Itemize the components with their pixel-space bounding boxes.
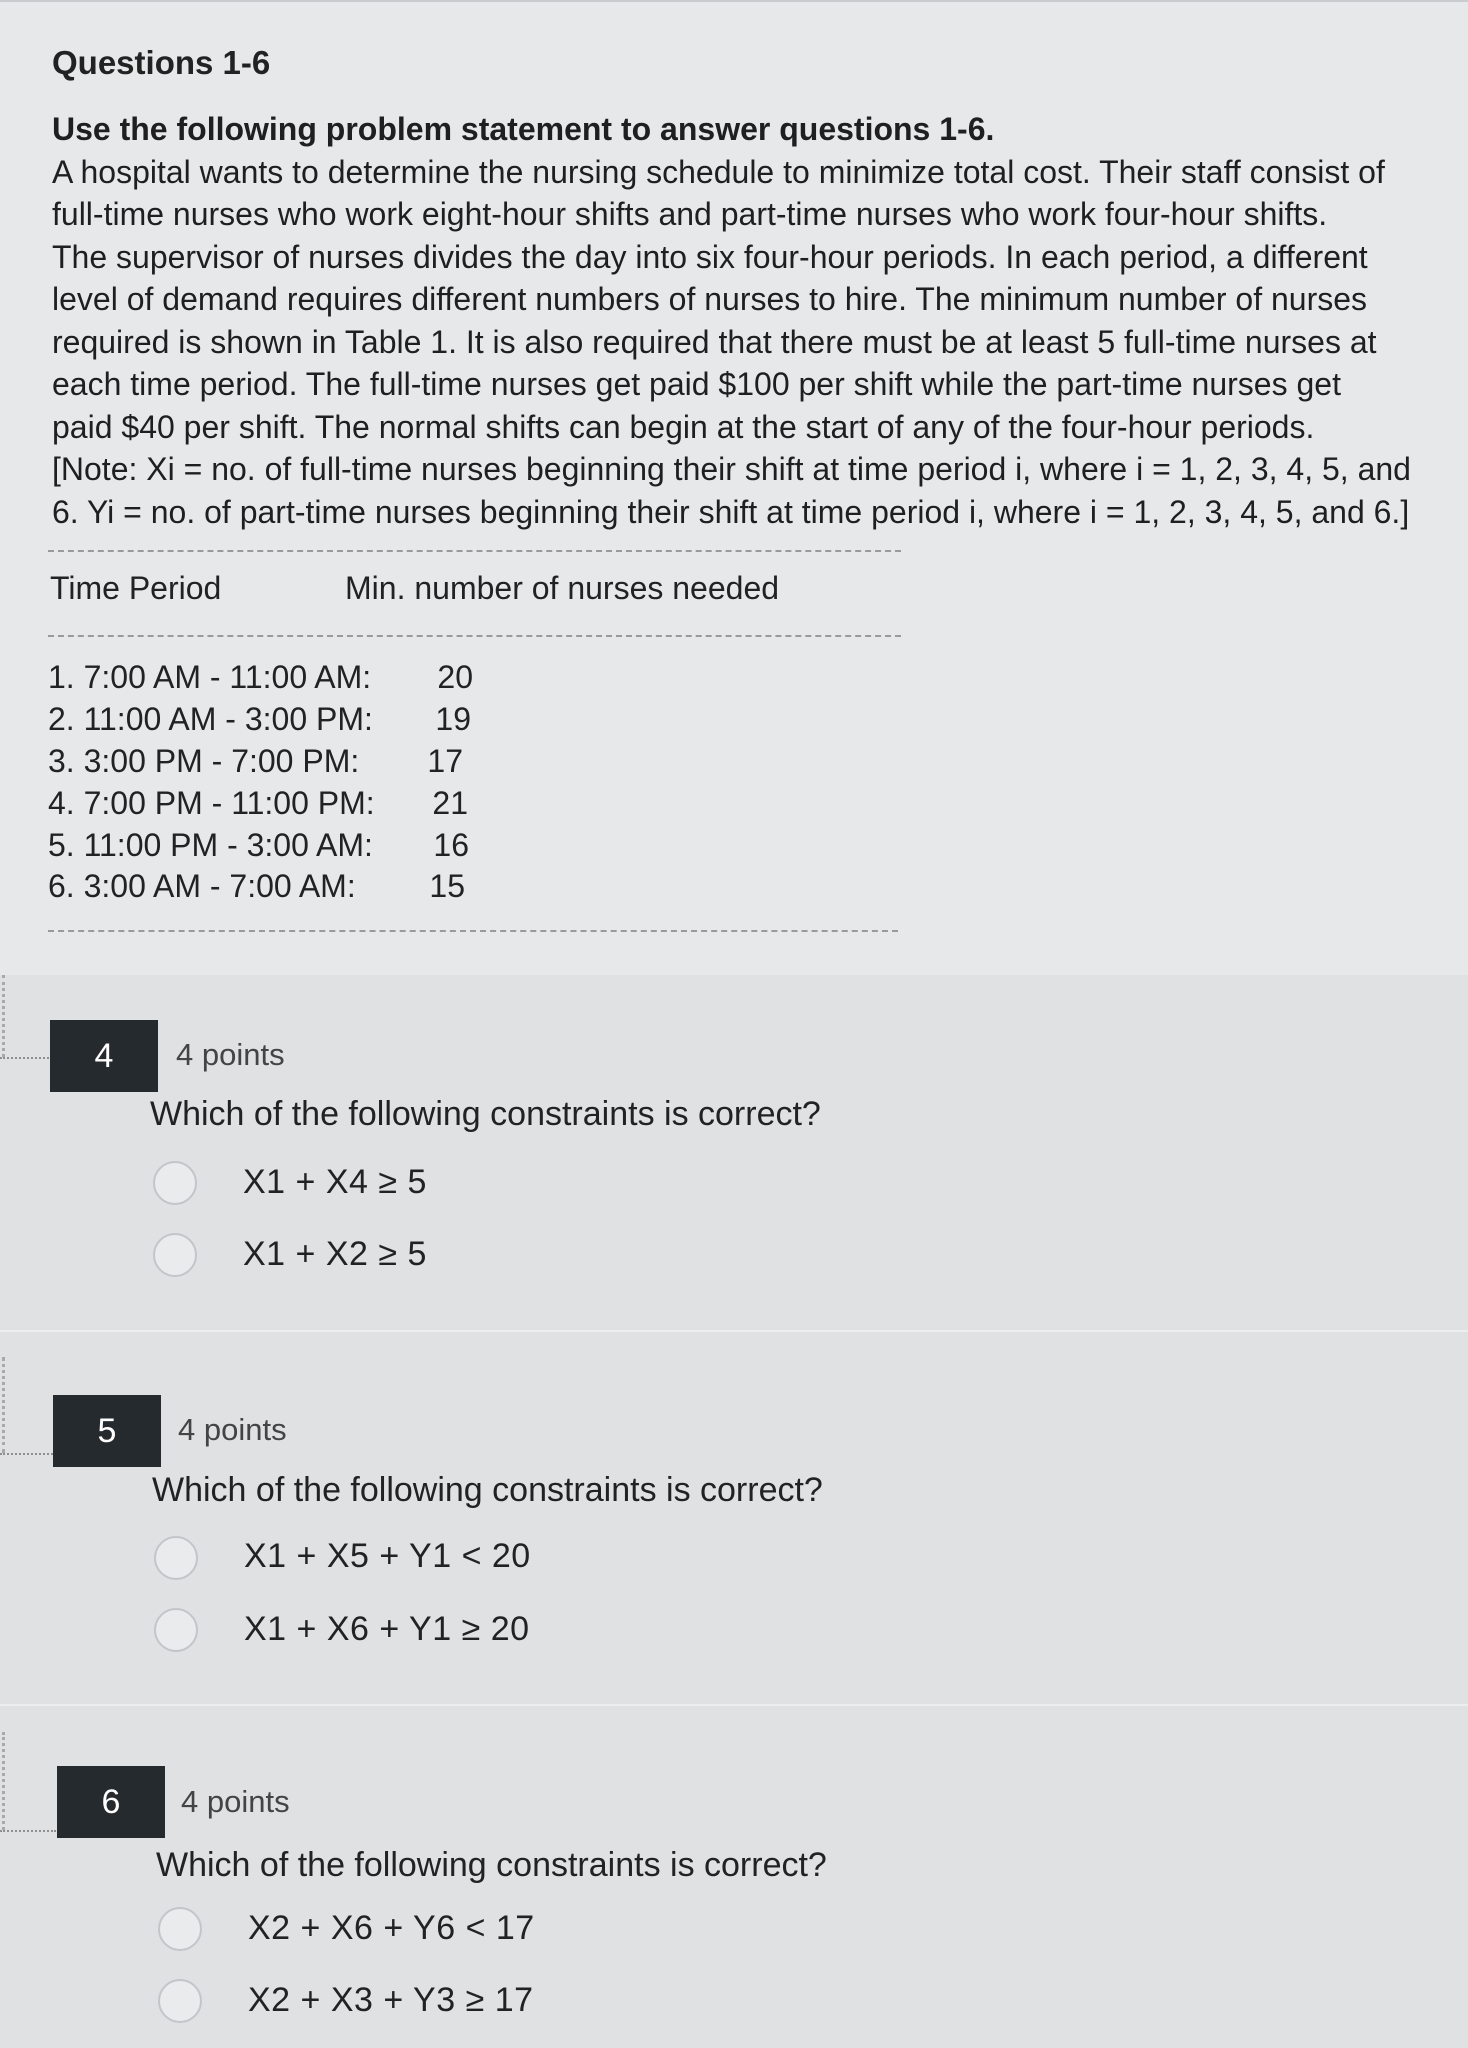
option-label[interactable]: X1 + X2 ≥ 5 [243,1235,427,1273]
option-label[interactable]: X1 + X5 + Y1 < 20 [244,1537,531,1575]
option-radio[interactable] [153,1233,197,1277]
question-points: 4 points [181,1784,290,1819]
table-header-time: Time Period [50,570,222,606]
table-row-period: 3. 3:00 PM - 7:00 PM: [48,743,360,779]
table-row-min: 15 [429,868,465,904]
question-text: Which of the following constraints is correct? [156,1846,827,1884]
problem-line: [Note: Xi = no. of full-time nurses beginning their shift at time period i, where i = 1, 2, 3, 4, 5, and [52,451,1411,487]
left-marker [2,1357,5,1453]
problem-statement-panel [0,0,1468,975]
question-points: 4 points [176,1037,285,1072]
option-label[interactable]: X1 + X6 + Y1 ≥ 20 [244,1610,530,1648]
table-row-period: 5. 11:00 PM - 3:00 AM: [48,827,373,863]
problem-line: A hospital wants to determine the nursing schedule to minimize total cost. Their staff consist of [52,153,1385,190]
table-divider-top [48,550,901,552]
table-row-min: 21 [432,785,468,821]
table-row-period: 6. 3:00 AM - 7:00 AM: [48,868,356,904]
table-divider-mid [48,635,901,637]
question-number: 4 [50,1020,158,1092]
option-radio[interactable] [154,1536,198,1580]
question-text: Which of the following constraints is correct? [150,1095,821,1133]
table-row-min: 19 [435,701,471,737]
table-row-min: 16 [433,827,469,863]
left-marker [0,1830,56,1832]
table-row-min: 17 [427,743,463,779]
question-6 [0,1706,1468,2048]
problem-line: paid $40 per shift. The normal shifts can begin at the start of any of the four-hour periods. [52,408,1315,445]
question-4 [0,975,1468,1330]
questions-header: Questions 1-6 [52,44,271,81]
left-marker [2,975,5,1057]
option-radio[interactable] [154,1608,198,1652]
problem-line: required is shown in Table 1. It is also required that there must be at least 5 full-time nurses at [52,323,1377,360]
table-divider-bottom [48,930,898,932]
question-text: Which of the following constraints is correct? [152,1471,823,1509]
question-5 [0,1332,1468,1704]
left-marker [2,1732,5,1830]
option-label[interactable]: X1 + X4 ≥ 5 [243,1163,427,1201]
question-points: 4 points [178,1412,287,1447]
problem-lead: Use the following problem statement to answer questions 1-6. [52,111,995,147]
problem-line: full-time nurses who work eight-hour shifts and part-time nurses who work four-hour shifts. [52,196,1328,232]
left-marker [0,1453,56,1455]
option-label[interactable]: X2 + X3 + Y3 ≥ 17 [248,1981,534,2019]
problem-line: The supervisor of nurses divides the day into six four-hour periods. In each period, a different [52,238,1368,275]
option-label[interactable]: X2 + X6 + Y6 < 17 [248,1909,535,1947]
table-row-period: 4. 7:00 PM - 11:00 PM: [48,785,375,821]
table-row-min: 20 [437,659,473,695]
option-radio[interactable] [158,1907,202,1951]
problem-line: 6. Yi = no. of part-time nurses beginning their shift at time period i, where i = 1, 2, 3, 4, 5, and 6.] [52,493,1410,530]
question-number: 6 [57,1766,165,1838]
table-row-period: 1. 7:00 AM - 11:00 AM: [48,659,372,695]
table-row-period: 2. 11:00 AM - 3:00 PM: [48,701,373,737]
left-marker [0,1057,56,1059]
table-header-min: Min. number of nurses needed [345,570,780,606]
question-number: 5 [53,1395,161,1467]
option-radio[interactable] [158,1979,202,2023]
problem-line: each time period. The full-time nurses get paid $100 per shift while the part-time nurses get [52,366,1341,402]
problem-line: level of demand requires different numbers of nurses to hire. The minimum number of nurses [52,281,1368,317]
option-radio[interactable] [153,1161,197,1205]
problem-statement [52,108,1452,533]
